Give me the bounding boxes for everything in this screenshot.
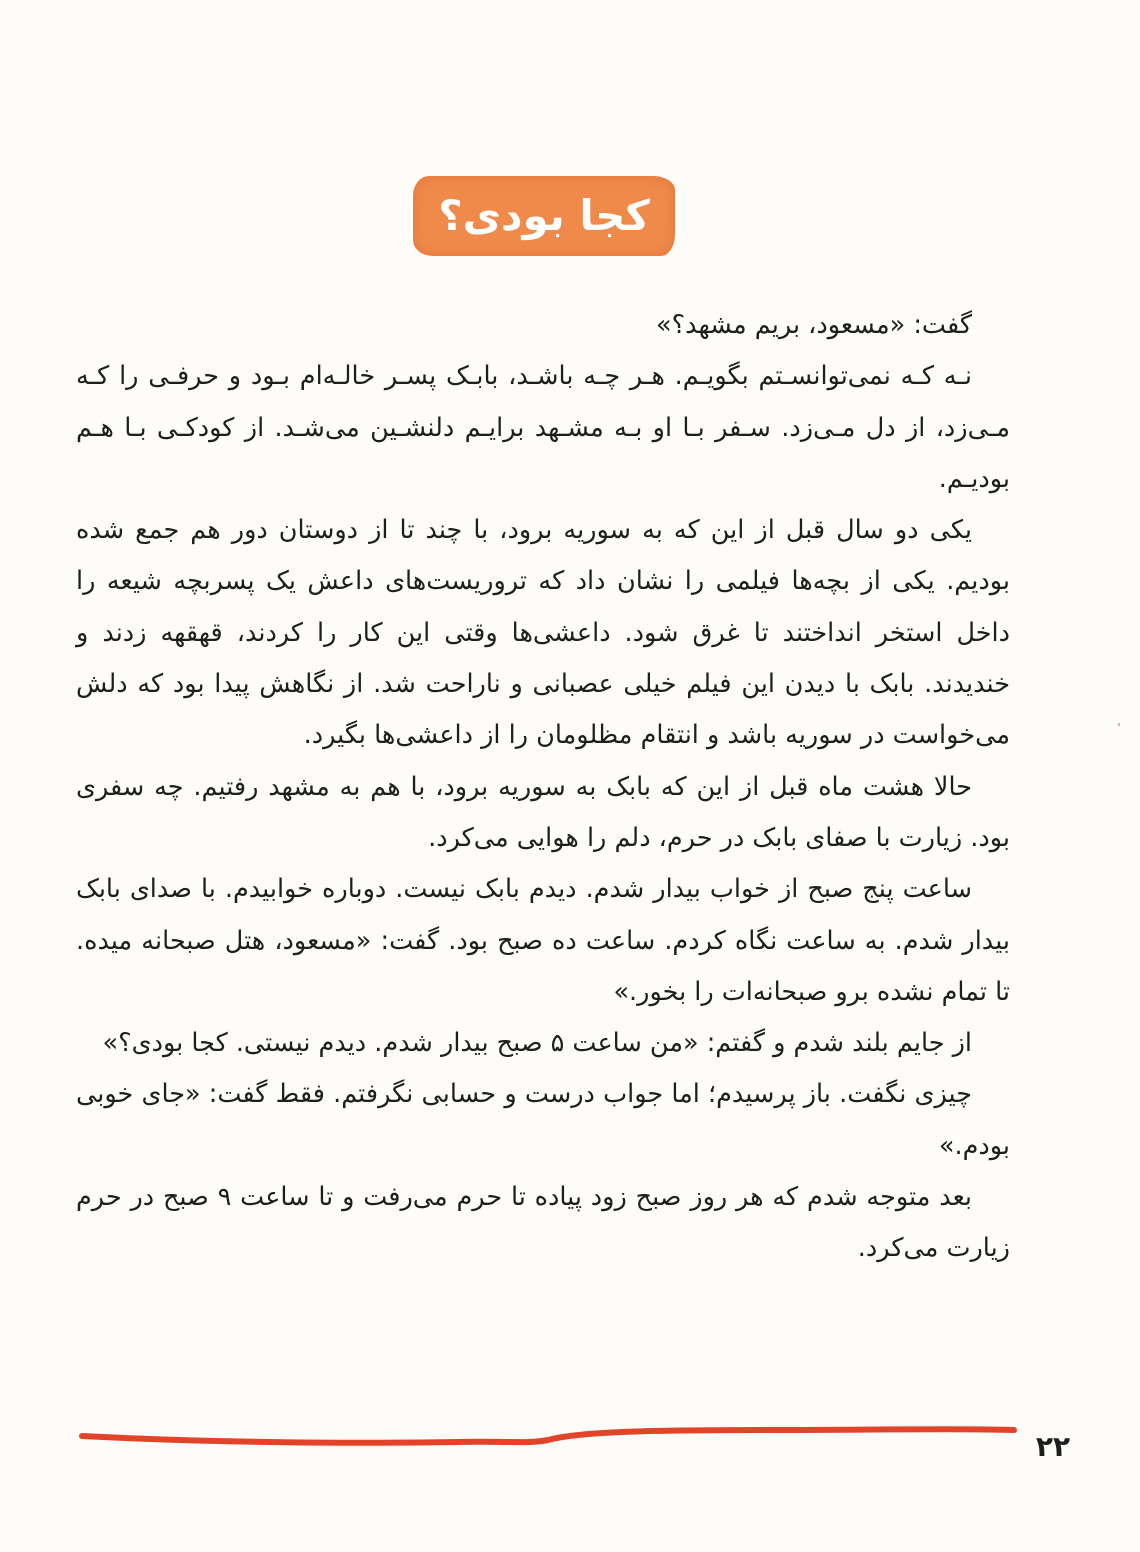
decorative-bottom-rule <box>78 1414 1020 1454</box>
paragraph-5: ساعت پنج صبح از خواب بیدار شدم. دیدم بابک نیست. دوباره خوابیدم. با صدای بابک بیدار شدم. به ساعت نگاه کردم. ساعت ده صبح بود. گفت: «مسعود، هتل صبحانه میده. تا تمام نشده برو صبحانه‌ات را بخور.» <box>76 874 1010 1007</box>
paragraph-4: حالا هشت ماه قبل از این که بابک به سوریه برود، با هم به مشهد رفتیم. چه سفری بود. زیارت با صفای بابک در حرم، دلم را هوایی می‌کرد. <box>76 771 1010 853</box>
paragraph-3: یکی دو سال قبل از این که به سوریه برود، با چند تا از دوستان دور هم جمع شده بودیم. یکی از بچه‌ها فیلمی را نشان داد که تروریست‌های داعش یک پسربچه شیعه را داخل استخر انداختند تا غرق شود. داعشی‌ها وقتی این کار را کردند، قهقهه زدند و خندیدند. بابک با دیدن این فیلم خیلی عصبانی و ناراحت شد. از نگاهش پیدا بود که دلش می‌خواست در سوریه باشد و انتقام مظلومان را از داعشی‌ها بگیرد. <box>76 515 1010 751</box>
body-text <box>76 300 1010 1275</box>
paper-speck <box>1118 723 1120 726</box>
chapter-title-badge <box>413 176 675 256</box>
paragraph-7: چیزی نگفت. باز پرسیدم؛ اما جواب درست و حسابی نگرفتم. فقط گفت: «جای خوبی بودم.» <box>76 1079 1010 1161</box>
paragraph-2: نـه کـه نمی‌توانسـتم بگویـم. هـر چـه باشـد، بابـک پسـر خالـه‌ام بـود و حرفـی را کـه مـی‌زد، از دل مـی‌زد. سـفر بـا او بـه مشـهد برایـم دلنشـین می‌شـد. از کودکـی بـا هـم بودیـم. <box>76 361 1010 494</box>
chapter-title: کجا بودی؟ <box>438 191 650 240</box>
paragraph-8: بعد متوجه شدم که هر روز صبح زود پیاده تا حرم می‌رفت و تا ساعت ۹ صبح در حرم زیارت می‌کرد. <box>76 1182 1010 1264</box>
page-number: ۲۲ <box>1035 1430 1071 1463</box>
paragraph-6: از جایم بلند شدم و گفتم: «من ساعت ۵ صبح بیدار شدم. دیدم نیستی. کجا بودی؟» <box>102 1028 972 1059</box>
paragraph-1: گفت: «مسعود، بریم مشهد؟» <box>656 310 972 340</box>
